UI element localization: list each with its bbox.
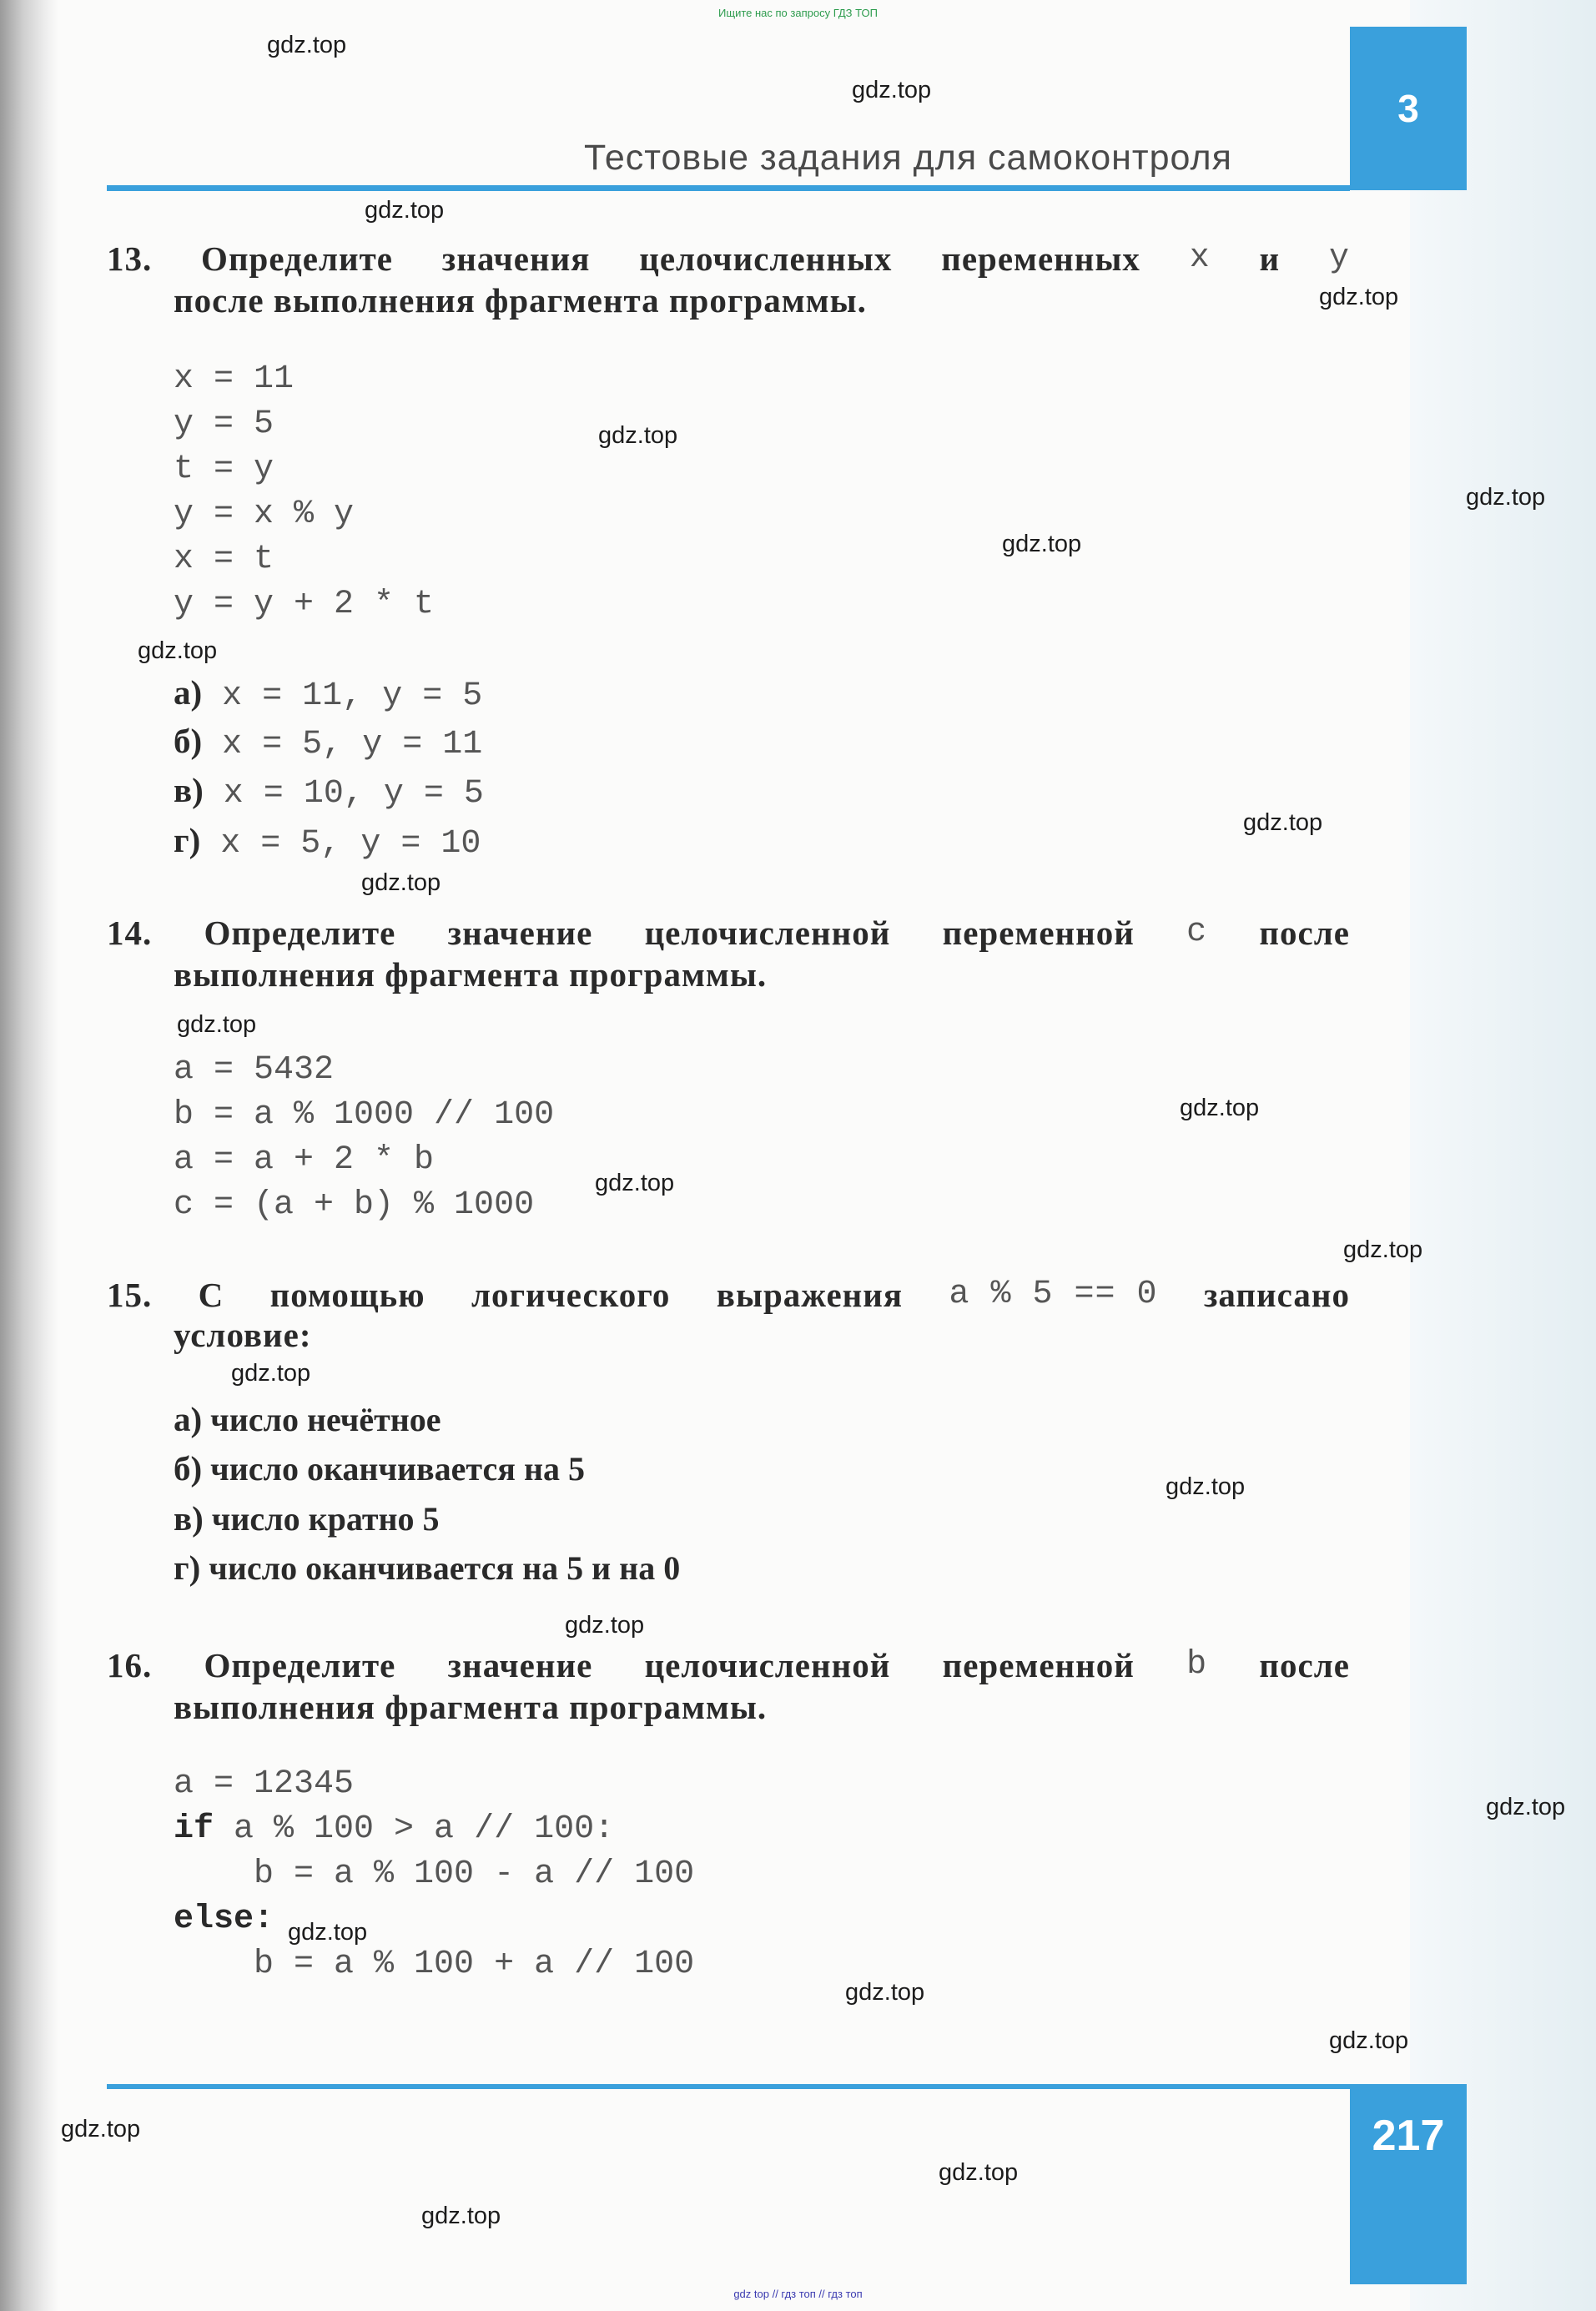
watermark: gdz.top [1180, 1095, 1260, 1121]
code-line: b = a % 1000 // 100 [174, 1096, 555, 1134]
chapter-number: 3 [1397, 87, 1419, 130]
watermark: gdz.top [1243, 809, 1323, 836]
page-edge-shadow [1410, 0, 1596, 2311]
q16-var-b: b [1186, 1646, 1208, 1684]
watermark: gdz.top [138, 637, 218, 664]
code-line: b = a % 100 + a // 100 [174, 1946, 695, 1983]
chapter-tab [1350, 27, 1467, 190]
q13-word: целочисленных [639, 239, 893, 278]
watermark: gdz.top [1329, 2027, 1409, 2054]
watermark: gdz.top [361, 869, 441, 896]
question-15-line2: условие: [174, 1316, 312, 1354]
code-line: c = (a + b) % 1000 [174, 1186, 535, 1224]
code-line [174, 1807, 614, 1852]
question-16-number: 16. [107, 1646, 153, 1684]
question-14-line2: выполнения фрагмента программы. [174, 955, 768, 994]
code-line: t = y [174, 451, 274, 488]
option-value: x = 5, y = 11 [202, 726, 483, 763]
code-line: y = y + 2 * t [174, 586, 435, 623]
question-14-number: 14. [107, 914, 153, 952]
watermark: gdz.top [231, 1360, 311, 1387]
q14-word: значение [447, 914, 593, 952]
q13-var-y: y [1328, 239, 1350, 277]
question-13-number: 13. [107, 239, 153, 278]
watermark: gdz.top [939, 2159, 1019, 2186]
q16-word: значение [447, 1646, 593, 1684]
q13-word: Определите [201, 239, 393, 278]
top-banner: Ищите нас по запросу ГДЗ ТОП [718, 7, 878, 19]
watermark: gdz.top [595, 1170, 675, 1196]
code-line: a = 12345 [174, 1765, 355, 1803]
page-number: 217 [1372, 2112, 1445, 2160]
code-line: a = a + 2 * b [174, 1141, 435, 1179]
question-13-line2: после выполнения фрагмента программы. [174, 281, 867, 320]
q16-word: переменной [942, 1646, 1135, 1684]
answer-option [174, 717, 482, 765]
q15-word: выражения [716, 1276, 904, 1314]
code-line: x = 11 [174, 360, 295, 398]
question-14-line1 [107, 909, 1350, 956]
q15-word: С [198, 1276, 224, 1314]
option-label: а) [174, 673, 203, 712]
answer-option [174, 1543, 680, 1592]
keyword-else: else: [174, 1901, 274, 1938]
code-line [174, 1897, 274, 1942]
watermark: gdz.top [565, 1612, 645, 1639]
q16-word: целочисленной [644, 1646, 891, 1684]
answer-option [174, 1395, 441, 1443]
watermark: gdz.top [177, 1011, 257, 1038]
code-line: y = x % y [174, 496, 355, 533]
watermark: gdz.top [365, 197, 445, 224]
watermark: gdz.top [267, 32, 347, 58]
option-value: число оканчивается на 5 [202, 1450, 585, 1488]
q15-word: помощью [269, 1276, 425, 1314]
option-value: число нечётное [202, 1401, 441, 1438]
option-label: г) [174, 821, 201, 859]
option-label: б) [174, 1449, 203, 1488]
watermark: gdz.top [1466, 484, 1546, 511]
option-value: число кратно 5 [203, 1500, 440, 1538]
option-label: в) [174, 771, 204, 809]
q15-word: логического [471, 1276, 671, 1314]
watermark: gdz.top [1166, 1473, 1246, 1500]
book-spine-shadow [0, 0, 58, 2311]
answer-option [174, 1444, 585, 1493]
q14-word: после [1259, 914, 1350, 952]
q14-var-c: c [1186, 914, 1208, 951]
watermark: gdz.top [845, 1979, 925, 2006]
watermark: gdz.top [1486, 1794, 1566, 1820]
q13-word: переменных [941, 239, 1140, 278]
code-line: y = 5 [174, 405, 274, 443]
q14-word: переменной [942, 914, 1135, 952]
q13-word: и [1259, 239, 1281, 278]
question-15-line1 [107, 1271, 1350, 1318]
option-label: б) [174, 722, 203, 760]
q14-word: целочисленной [644, 914, 891, 952]
option-value: x = 5, y = 10 [200, 825, 481, 863]
option-value: x = 11, y = 5 [202, 677, 483, 715]
watermark: gdz.top [1343, 1236, 1423, 1263]
watermark: gdz.top [421, 2203, 501, 2229]
bottom-banner: gdz top // гдз топ // гдз топ [733, 2288, 863, 2300]
q13-word: значения [441, 239, 591, 278]
q13-var-x: x [1189, 239, 1211, 277]
question-13-line1 [107, 235, 1350, 282]
option-value: x = 10, y = 5 [203, 775, 484, 813]
question-16-line1 [107, 1642, 1350, 1689]
option-label: г) [174, 1548, 201, 1587]
footer-rule [107, 2084, 1350, 2089]
question-16-line2: выполнения фрагмента программы. [174, 1688, 768, 1726]
page-number-tab [1350, 2084, 1467, 2284]
option-label: а) [174, 1400, 203, 1438]
option-label: в) [174, 1499, 204, 1538]
watermark: gdz.top [1319, 284, 1399, 310]
page-header-title: Тестовые задания для самоконтроля [584, 138, 1232, 178]
q15-expression: a % 5 == 0 [949, 1276, 1158, 1313]
code-line: x = t [174, 541, 274, 578]
q16-word: после [1259, 1646, 1350, 1684]
code-line: b = a % 100 - a // 100 [174, 1855, 695, 1893]
watermark: gdz.top [288, 1919, 368, 1946]
watermark: gdz.top [852, 77, 932, 103]
answer-option [174, 1494, 440, 1543]
code-line: a = 5432 [174, 1051, 335, 1089]
header-rule [107, 185, 1350, 191]
answer-option [174, 816, 481, 864]
watermark: gdz.top [598, 422, 678, 449]
q16-word: Определите [204, 1646, 396, 1684]
code-text: a % 100 > a // 100: [214, 1810, 615, 1848]
answer-option [174, 668, 482, 717]
watermark: gdz.top [61, 2116, 141, 2142]
q14-word: Определите [204, 914, 396, 952]
answer-option [174, 766, 484, 814]
question-15-number: 15. [107, 1276, 153, 1314]
watermark: gdz.top [1002, 531, 1082, 557]
keyword-if: if [174, 1810, 214, 1848]
q15-word: записано [1203, 1276, 1350, 1314]
option-value: число оканчивается на 5 и на 0 [200, 1549, 681, 1587]
